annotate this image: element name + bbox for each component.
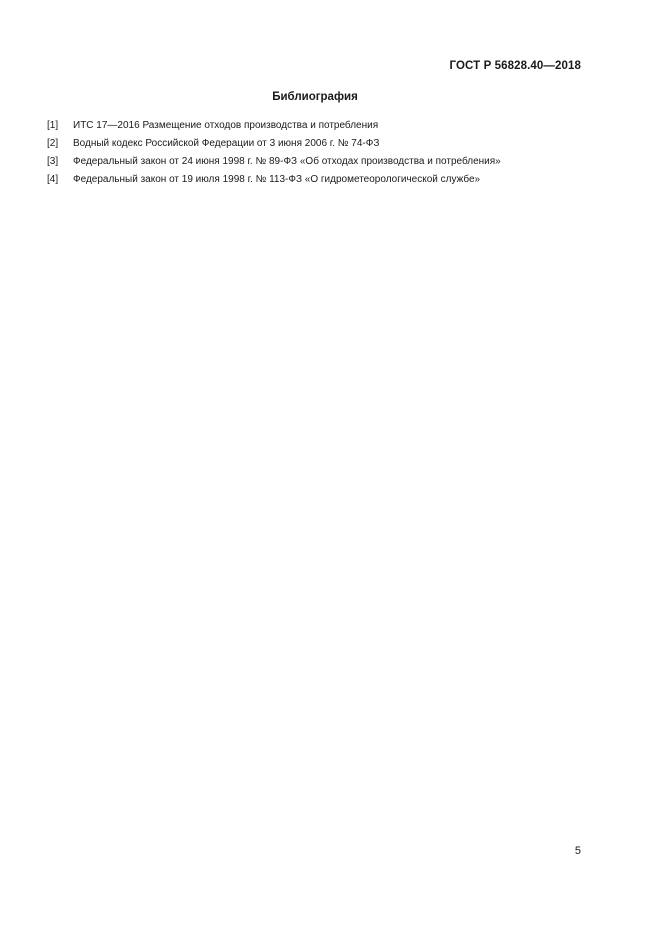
bibliography-item-text: Федеральный закон от 24 июня 1998 г. № 89-ФЗ «Об отходах производства и потребления» [73,156,501,167]
bibliography-item-number: [3] [47,156,59,167]
bibliography-item-number: [4] [47,174,59,185]
bibliography-item-number: [2] [47,138,59,149]
bibliography-item-number: [1] [47,120,59,131]
section-title: Библиография [272,91,358,103]
bibliography-item-text: Водный кодекс Российской Федерации от 3 июня 2006 г. № 74-ФЗ [73,138,380,149]
bibliography-item [47,174,587,186]
document-code: ГОСТ Р 56828.40—2018 [449,60,581,72]
bibliography-item [47,156,587,168]
page-number: 5 [574,845,581,857]
bibliography-item [47,138,587,150]
bibliography-item [47,120,587,132]
bibliography-item-text: Федеральный закон от 19 июля 1998 г. № 113-ФЗ «О гидрометеорологической службе» [73,174,481,185]
bibliography-item-text: ИТС 17—2016 Размещение отходов производства и потребления [73,120,379,131]
bibliography-list [47,120,587,192]
